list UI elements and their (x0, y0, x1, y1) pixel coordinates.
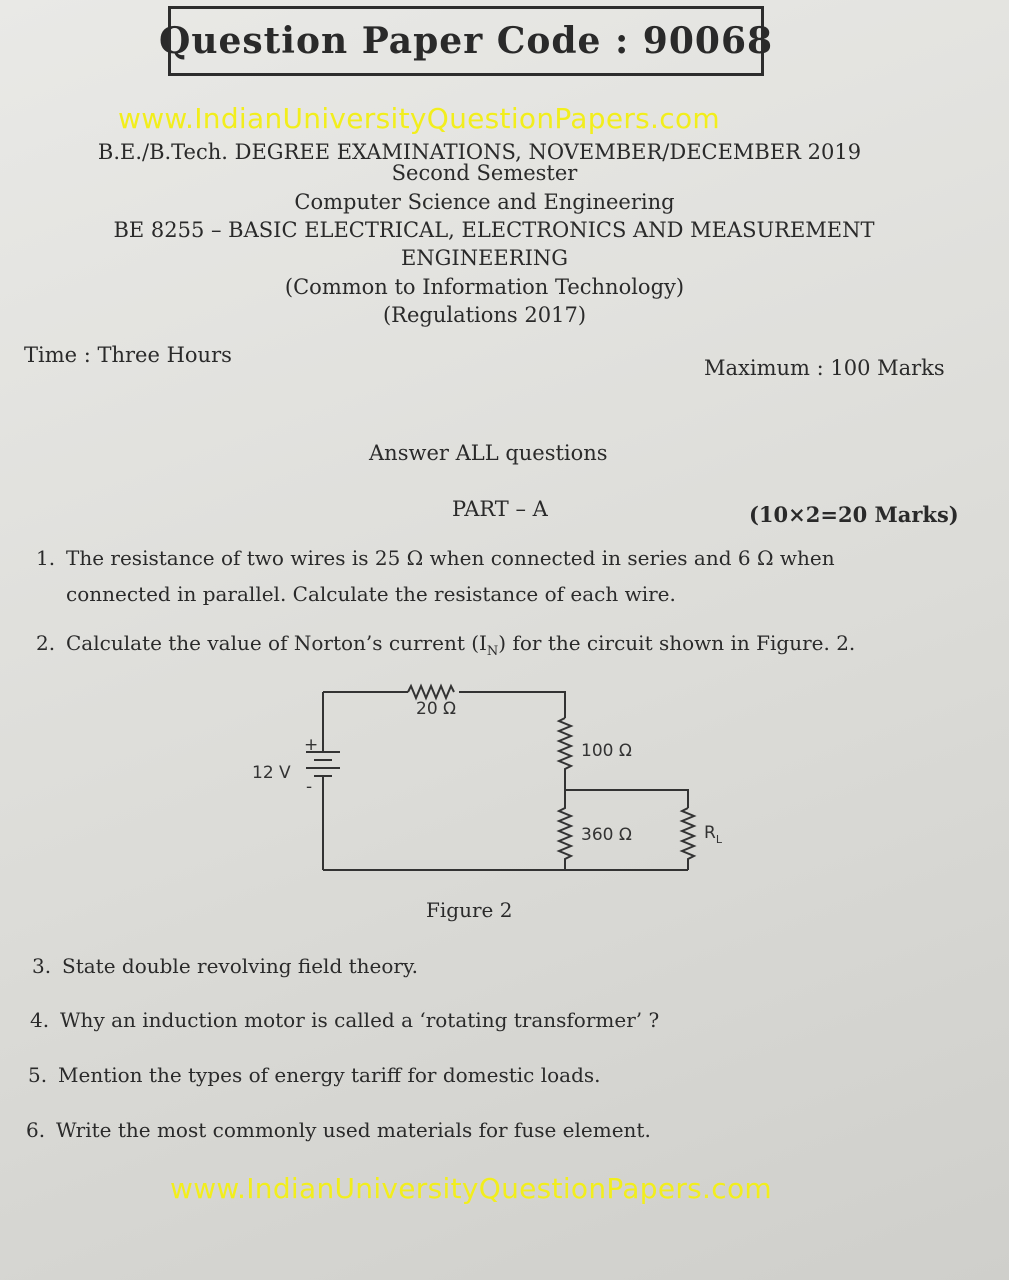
common-note: (Common to Information Technology) (284, 275, 685, 299)
question-text: Calculate the value of Norton’s current (I (66, 631, 487, 655)
question-paper-code: Question Paper Code : 90068 (168, 6, 764, 76)
semester: Second Semester (391, 161, 578, 185)
question-6 (26, 1118, 651, 1142)
exam-duration: Time : Three Hours (24, 343, 232, 367)
question-number: 2. (36, 631, 56, 655)
question-number: 6. (26, 1118, 46, 1142)
battery-icon (306, 752, 340, 776)
question-2 (36, 631, 855, 659)
regulations: (Regulations 2017) (382, 303, 587, 327)
question-4 (30, 1008, 659, 1032)
question-text: Mention the types of energy tariff for domestic loads. (58, 1063, 601, 1087)
question-1-line-2: connected in parallel. Calculate the resistance of each wire. (66, 582, 676, 606)
part-a-marks: (10×2=20 Marks) (749, 502, 959, 527)
question-1 (36, 546, 835, 570)
resistor-360-ohm (559, 790, 571, 870)
wire-top-right (459, 692, 565, 718)
part-a-title: PART – A (452, 497, 548, 521)
label-minus: - (306, 777, 313, 797)
subject-line-2: ENGINEERING (400, 246, 569, 270)
circuit-diagram (240, 670, 720, 880)
label-20-ohm: 20 Ω (416, 699, 457, 719)
question-5 (28, 1063, 601, 1087)
header-watermark: www.IndianUniversityQuestionPapers.com (118, 102, 720, 135)
question-text: State double revolving field theory. (62, 954, 418, 978)
question-number: 4. (30, 1008, 50, 1032)
question-number: 1. (36, 546, 56, 570)
resistor-100-ohm (559, 718, 571, 790)
question-number: 5. (28, 1063, 48, 1087)
question-3 (32, 954, 418, 978)
question-text-cont: ) for the circuit shown in Figure. 2. (498, 631, 856, 655)
resistor-20-ohm (408, 686, 454, 698)
label-100-ohm: 100 Ω (581, 741, 632, 761)
footer-watermark: www.IndianUniversityQuestionPapers.com (170, 1172, 772, 1205)
exam-title: B.E./B.Tech. DEGREE EXAMINATIONS, NOVEMBER/DECEMBER 2019 (97, 140, 862, 164)
instructions: Answer ALL questions (369, 441, 608, 465)
label-360-ohm: 360 Ω (581, 825, 632, 845)
subject-line-1: BE 8255 – BASIC ELECTRICAL, ELECTRONICS AND MEASUREMENT (113, 218, 875, 242)
maximum-marks: Maximum : 100 Marks (704, 356, 945, 380)
norton-subscript: N (486, 644, 499, 659)
branch: Computer Science and Engineering (294, 190, 675, 214)
resistor-load (682, 808, 694, 870)
question-text: The resistance of two wires is 25 Ω when connected in series and 6 Ω when (66, 546, 835, 570)
label-plus: + (304, 735, 319, 755)
question-number: 3. (32, 954, 52, 978)
label-source: 12 V (252, 763, 291, 783)
question-text: Why an induction motor is called a ‘rotating transformer’ ? (60, 1008, 660, 1032)
wire-to-rl (565, 790, 688, 808)
question-text: Write the most commonly used materials for fuse element. (56, 1118, 651, 1142)
figure-caption: Figure 2 (426, 898, 513, 922)
label-load: $R_L$ (704, 823, 722, 846)
